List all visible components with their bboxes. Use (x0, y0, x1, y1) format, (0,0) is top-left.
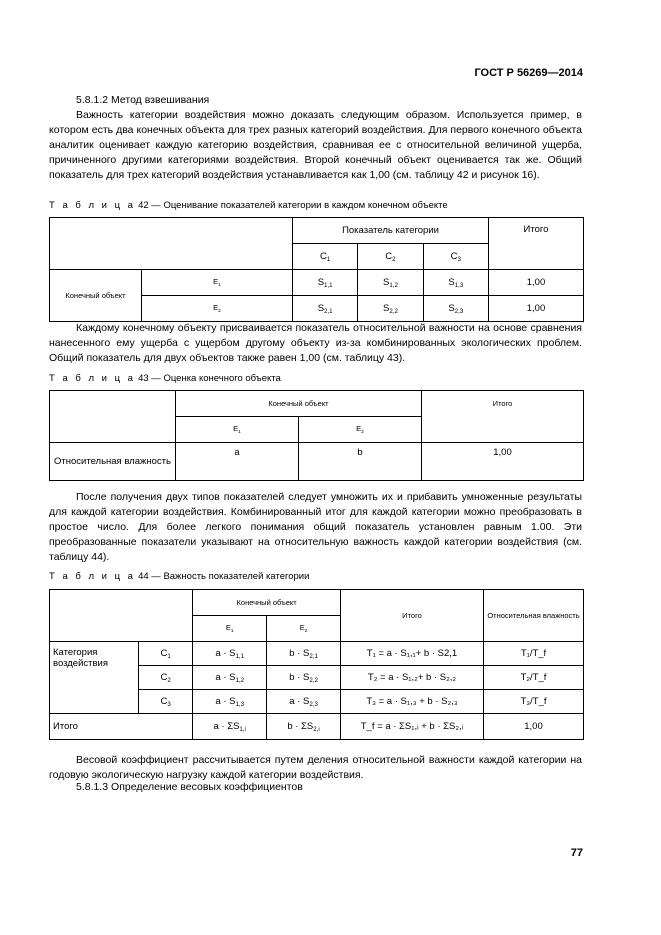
col-header-c1: $C_1$ (292, 244, 357, 270)
category-c2: $C_2$ (139, 666, 193, 690)
object-e1: $E_1$ (142, 270, 293, 296)
e2-cell: $b \cdot S_{2,1}$ (267, 642, 341, 666)
group-header: Конечный объект (193, 590, 341, 616)
row-label: Конечный объект (50, 270, 142, 322)
final-relative-cell: 1,00 (484, 714, 584, 740)
total-header: Итого (341, 590, 484, 642)
total-cell: 1,00 (489, 270, 584, 296)
total-header: Итого (489, 218, 584, 270)
col-header-e2: $E_2$ (267, 616, 341, 642)
value-a: a (176, 443, 299, 481)
caption-prefix: Т а б л и ц а (49, 571, 136, 582)
empty-header-cell (50, 590, 193, 642)
category-c3: $C_3$ (139, 690, 193, 714)
total-cell: 1,00 (489, 296, 584, 322)
empty-header-cell (50, 391, 176, 443)
document-header: ГОСТ Р 56269—2014 (474, 67, 583, 79)
caption-text: 43 — Оценка конечного объекта (138, 373, 281, 384)
table-42-caption (49, 200, 448, 211)
caption-text: 44 — Важность показателей категории (138, 571, 310, 582)
caption-prefix: Т а б л и ц а (49, 373, 136, 384)
col-header-c2: $C_2$ (358, 244, 423, 270)
e2-cell: $b \cdot S_{2,2}$ (267, 666, 341, 690)
total-value: 1,00 (422, 443, 584, 481)
total-cell: T₃ = a · S₁,₃ + b · S₂,₃ (341, 690, 484, 714)
page-number: 77 (570, 847, 583, 859)
section-2-title: 5.8.1.3 Определение весовых коэффициентов (76, 781, 303, 793)
total-cell: T₂ = a · S₁,₂+ b · S₂,₂ (341, 666, 484, 690)
paragraph-2: Каждому конечному объекту присваивается показатель относительной важности на основе сравнения нанесенного ему ущерба с ущербом другому объекту из-за комбинированных экологических проблем. Общий показатель для двух объектов также равен 1,00 (см. таблицу 43). (49, 322, 582, 364)
final-row-label: Итого (50, 714, 193, 740)
caption-prefix: Т а б л и ц а (49, 200, 136, 211)
col-header-c3: $C_3$ (423, 244, 488, 270)
object-e2: $E_2$ (142, 296, 293, 322)
relative-header: Относительная влажность (484, 590, 584, 642)
paragraph-4: Весовой коэффициент рассчитывается путем деления относительной важности каждой категории на годовую экологическую нагрузку каждой категории воздействия. (49, 754, 582, 781)
row-label: Относительная влажность (50, 443, 176, 481)
table-43 (49, 390, 584, 481)
group-header: Конечный объект (176, 391, 422, 417)
paragraph-3: После получения двух типов показателей следует умножить их и прибавить умноженные результаты для каждой категории воздействия. Комбинированный итог для каждой категории можно преобразовать в простое число. Для более легкого понимания общий показатель установлен равным 1.00. Эти преобразованные показатели указывают на относительную важность каждой категории воздействия (см. таблицу 44). (49, 491, 582, 563)
relative-cell: T₃/T_f (484, 690, 584, 714)
e1-cell: $a \cdot S_{1,3}$ (193, 690, 267, 714)
paragraph-1: Важность категории воздействия можно доказать следующим образом. Используется пример, в котором есть два конечных объекта для трех разных категорий воздействия. Для первого конечного объекта аналитик оценивает каждую категорию воздействия, сравнивая ее с относительной величиной ущерба, причиненного другими категориями воздействия. Второй конечный объект оценивается так же. Общий показатель для трех категорий воздействия устанавливается как 1,00 (см. таблицу 42 и рисунок 16). (49, 109, 582, 181)
section-title: 5.8.1.2 Метод взвешивания (76, 94, 210, 106)
table-44-caption (49, 571, 309, 582)
cell: $S_{2,2}$ (358, 296, 423, 322)
cell: $S_{1,2}$ (358, 270, 423, 296)
total-cell: T₁ = a · S₁,₁+ b · S2,1 (341, 642, 484, 666)
col-header-e1: $E_1$ (193, 616, 267, 642)
relative-cell: T₁/T_f (484, 642, 584, 666)
table-42 (49, 217, 584, 322)
table-43-caption (49, 373, 281, 384)
empty-header-cell (50, 218, 293, 270)
total-header: Итого (422, 391, 584, 443)
row-label: Категория воздействия (50, 642, 139, 714)
final-e2-cell: $b \cdot \Sigma S_{2,i}$ (267, 714, 341, 740)
cell: $S_{2,1}$ (292, 296, 357, 322)
caption-text: 42 — Оценивание показателей категории в каждом конечном объекте (138, 200, 448, 211)
col-header-e2: $E_2$ (298, 417, 421, 443)
final-e1-cell: $a \cdot \Sigma S_{1,i}$ (193, 714, 267, 740)
relative-cell: T₂/T_f (484, 666, 584, 690)
group-header: Показатель категории (292, 218, 488, 244)
e1-cell: $a \cdot S_{1,2}$ (193, 666, 267, 690)
table-44 (49, 589, 584, 740)
e2-cell: $a \cdot S_{2,3}$ (267, 690, 341, 714)
e1-cell: $a \cdot S_{1,1}$ (193, 642, 267, 666)
col-header-e1: $E_1$ (176, 417, 299, 443)
cell: $S_{1,1}$ (292, 270, 357, 296)
cell: $S_{1,3}$ (423, 270, 488, 296)
cell: $S_{2,3}$ (423, 296, 488, 322)
final-total-cell: T_f = a · ΣS₁,ᵢ + b · ΣS₂,ᵢ (341, 714, 484, 740)
value-b: b (298, 443, 421, 481)
category-c1: $C_1$ (139, 642, 193, 666)
